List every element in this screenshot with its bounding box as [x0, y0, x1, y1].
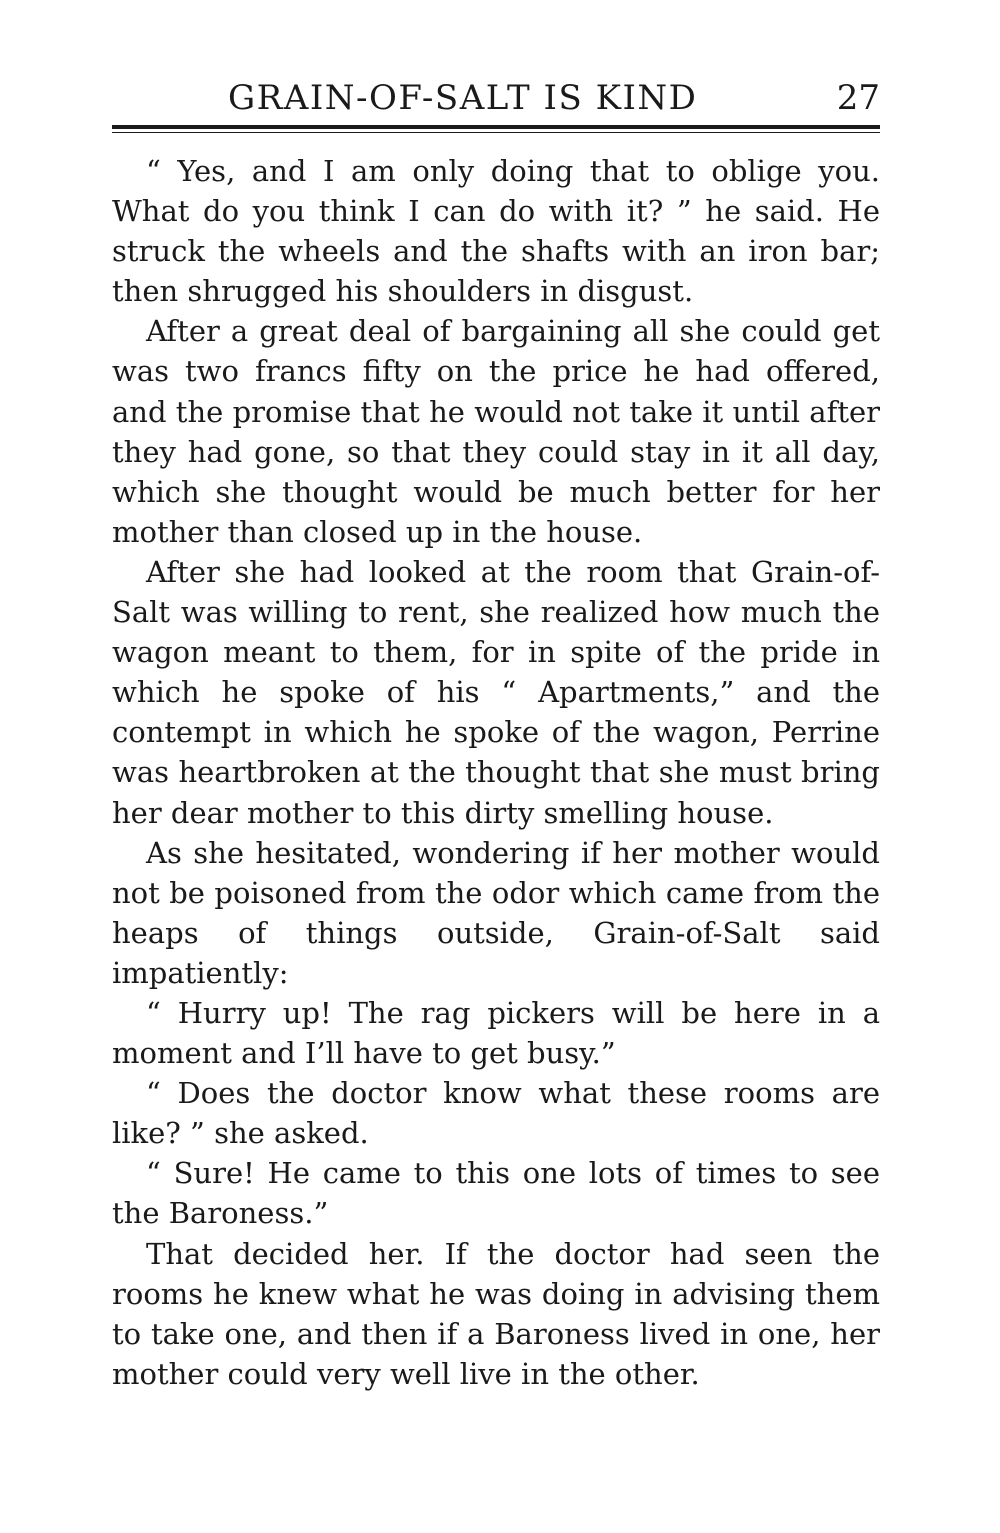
- paragraph: After a great deal of bargaining all she could get was two francs fifty on the price he had offered, and the promise that he would not take it until after they had gone, so that they could stay in it all day, which she thought would be much better for her mother than closed up in the house.: [112, 314, 880, 549]
- body-text: [112, 151, 880, 1394]
- book-page: [112, 78, 880, 1394]
- page-number: 27: [836, 78, 880, 118]
- header-rule-thin: [112, 132, 880, 133]
- paragraph: As she hesitated, wondering if her mother would not be poisoned from the odor which came from the heaps of things outside, Grain-of-Salt said impatiently:: [112, 835, 880, 990]
- paragraph: “ Does the doctor know what these rooms are like? ” she asked.: [112, 1076, 880, 1151]
- paragraph: That decided her. If the doctor had seen the rooms he knew what he was doing in advising them to take one, and then if a Baroness lived in one, her mother could very well live in the other.: [112, 1236, 880, 1391]
- paragraph: “ Yes, and I am only doing that to oblige you. What do you think I can do with it? ” he said. He struck the wheels and the shafts with an iron bar; then shrugged his shoulders in disgust.: [112, 154, 880, 309]
- running-head: [112, 78, 880, 122]
- chapter-title: GRAIN-OF-SALT IS KIND: [228, 78, 698, 118]
- paragraph: “ Sure! He came to this one lots of times to see the Baroness.”: [112, 1156, 880, 1231]
- paragraph: “ Hurry up! The rag pickers will be here in a moment and I’ll have to get busy.”: [112, 995, 880, 1071]
- header-rule-thick: [112, 125, 880, 129]
- paragraph: After she had looked at the room that Grain-of-Salt was willing to rent, she realized how much the wagon meant to them, for in spite of the pride in which he spoke of his “ Apartments,” and the contempt in which he spoke of the wagon, Perrine was heartbroken at the thought that she must bring her dear mother to this dirty smelling house.: [112, 554, 880, 830]
